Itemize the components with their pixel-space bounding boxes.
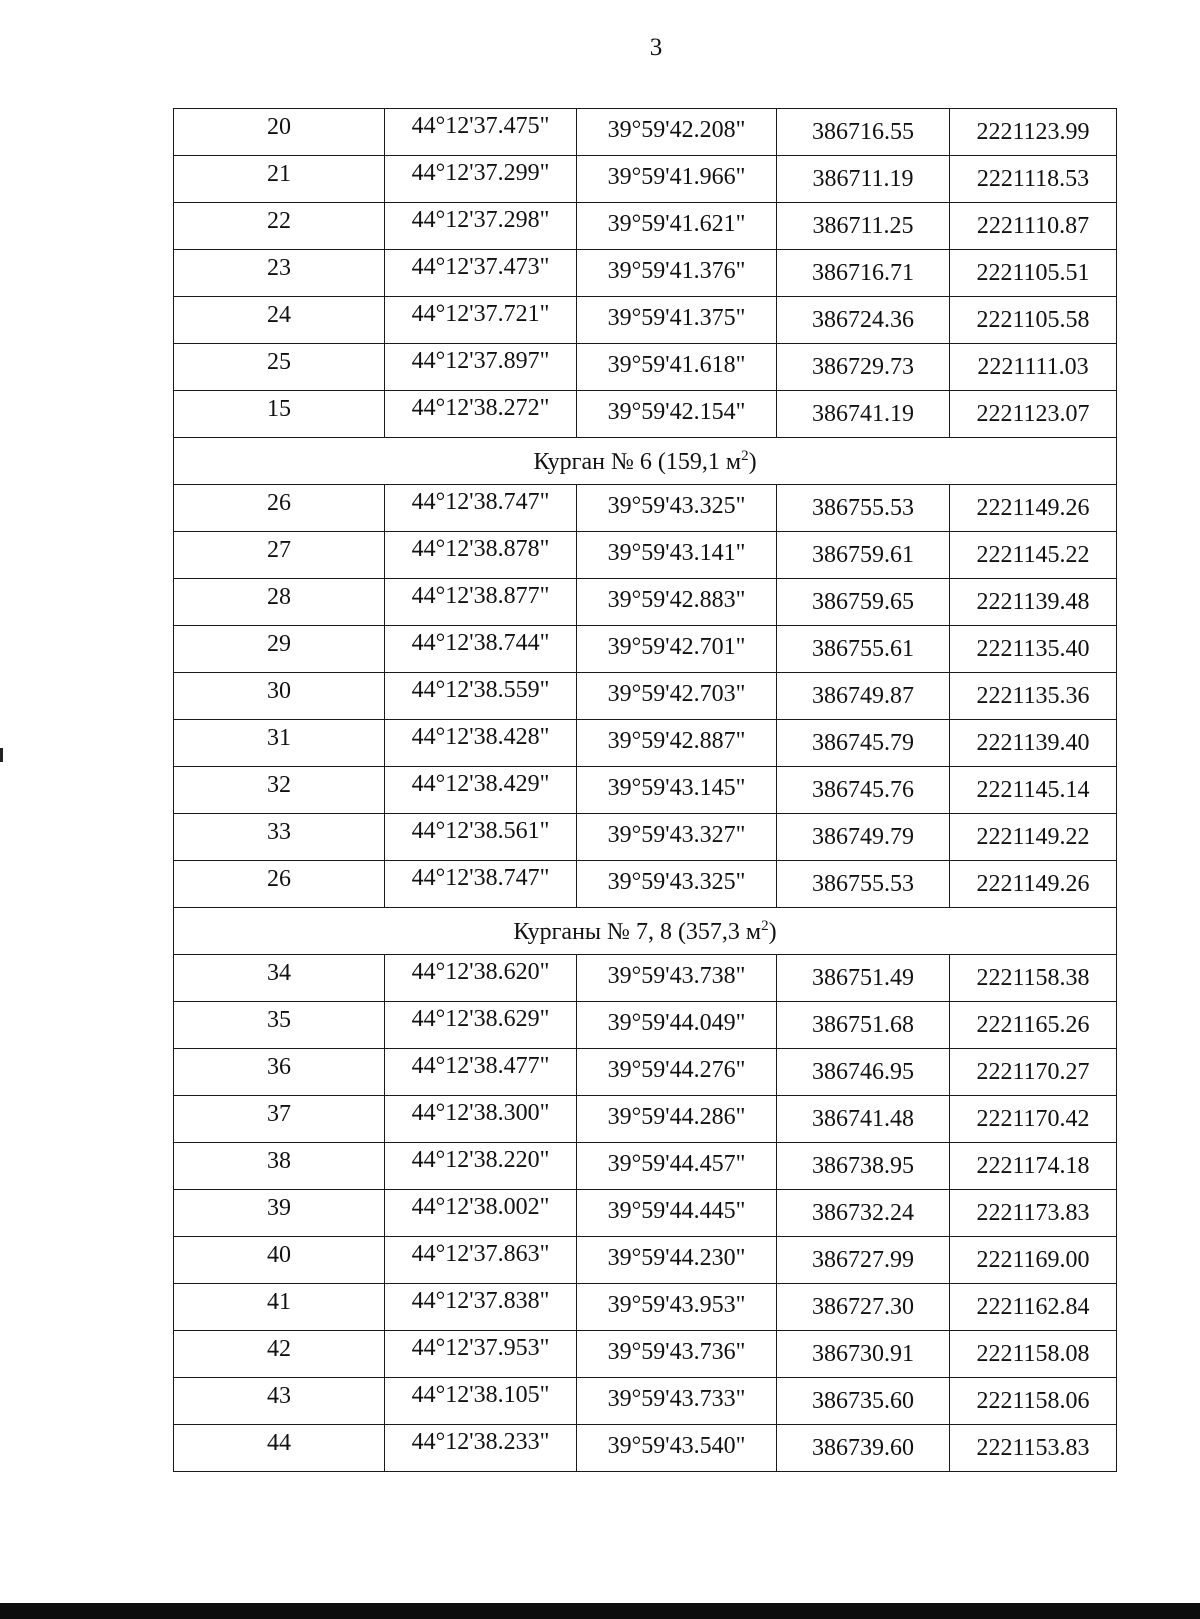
table-row	[174, 955, 1117, 1002]
longitude-cell: 39°59'43.325"	[577, 861, 777, 908]
y-coordinate-cell: 2221135.36	[950, 673, 1117, 720]
y-coordinate-cell: 2221145.22	[950, 532, 1117, 579]
longitude-cell: 39°59'43.953"	[577, 1284, 777, 1331]
point-number-cell: 30	[174, 673, 385, 720]
section-title-close: )	[748, 448, 757, 475]
point-number-cell: 29	[174, 626, 385, 673]
table-row	[174, 1096, 1117, 1143]
x-coordinate-cell: 386724.36	[777, 297, 950, 344]
x-coordinate-cell: 386711.19	[777, 156, 950, 203]
point-number-cell: 23	[174, 250, 385, 297]
y-coordinate-cell: 2221149.26	[950, 861, 1117, 908]
x-coordinate-cell: 386741.19	[777, 391, 950, 438]
y-coordinate-cell: 2221135.40	[950, 626, 1117, 673]
section-title-text: Курганы № 7, 8 (357,3 м	[513, 918, 762, 945]
longitude-cell: 39°59'41.618"	[577, 344, 777, 391]
y-coordinate-cell: 2221149.26	[950, 485, 1117, 532]
longitude-cell: 39°59'43.141"	[577, 532, 777, 579]
y-coordinate-cell: 2221170.42	[950, 1096, 1117, 1143]
table-row	[174, 1425, 1117, 1472]
table-row	[174, 814, 1117, 861]
point-number-cell: 21	[174, 156, 385, 203]
point-number-cell: 32	[174, 767, 385, 814]
section-title	[174, 908, 1117, 955]
y-coordinate-cell: 2221162.84	[950, 1284, 1117, 1331]
x-coordinate-cell: 386716.55	[777, 109, 950, 156]
table-row	[174, 1143, 1117, 1190]
table-row	[174, 344, 1117, 391]
point-number-cell: 42	[174, 1331, 385, 1378]
y-coordinate-cell: 2221158.06	[950, 1378, 1117, 1425]
table-row	[174, 109, 1117, 156]
table-row	[174, 485, 1117, 532]
point-number-cell: 37	[174, 1096, 385, 1143]
section-title-close: )	[768, 918, 777, 945]
latitude-cell: 44°12'37.475"	[385, 109, 577, 156]
point-number-cell: 24	[174, 297, 385, 344]
point-number-cell: 27	[174, 532, 385, 579]
x-coordinate-cell: 386741.48	[777, 1096, 950, 1143]
point-number-cell: 41	[174, 1284, 385, 1331]
table-row	[174, 767, 1117, 814]
y-coordinate-cell: 2221105.51	[950, 250, 1117, 297]
longitude-cell: 39°59'43.738"	[577, 955, 777, 1002]
latitude-cell: 44°12'37.473"	[385, 250, 577, 297]
y-coordinate-cell: 2221158.38	[950, 955, 1117, 1002]
latitude-cell: 44°12'38.561"	[385, 814, 577, 861]
table-row	[174, 203, 1117, 250]
longitude-cell: 39°59'44.286"	[577, 1096, 777, 1143]
x-coordinate-cell: 386749.79	[777, 814, 950, 861]
x-coordinate-cell: 386755.61	[777, 626, 950, 673]
point-number-cell: 26	[174, 485, 385, 532]
table-row	[174, 1331, 1117, 1378]
longitude-cell: 39°59'44.049"	[577, 1002, 777, 1049]
x-coordinate-cell: 386711.25	[777, 203, 950, 250]
y-coordinate-cell: 2221118.53	[950, 156, 1117, 203]
table-row	[174, 720, 1117, 767]
y-coordinate-cell: 2221165.26	[950, 1002, 1117, 1049]
point-number-cell: 40	[174, 1237, 385, 1284]
section-header-row	[174, 908, 1117, 955]
table-row	[174, 1002, 1117, 1049]
point-number-cell: 36	[174, 1049, 385, 1096]
latitude-cell: 44°12'38.744"	[385, 626, 577, 673]
point-number-cell: 15	[174, 391, 385, 438]
longitude-cell: 39°59'43.733"	[577, 1378, 777, 1425]
latitude-cell: 44°12'37.721"	[385, 297, 577, 344]
y-coordinate-cell: 2221158.08	[950, 1331, 1117, 1378]
point-number-cell: 25	[174, 344, 385, 391]
latitude-cell: 44°12'37.953"	[385, 1331, 577, 1378]
longitude-cell: 39°59'41.376"	[577, 250, 777, 297]
longitude-cell: 39°59'44.276"	[577, 1049, 777, 1096]
x-coordinate-cell: 386738.95	[777, 1143, 950, 1190]
x-coordinate-cell: 386755.53	[777, 485, 950, 532]
y-coordinate-cell: 2221123.07	[950, 391, 1117, 438]
point-number-cell: 38	[174, 1143, 385, 1190]
x-coordinate-cell: 386755.53	[777, 861, 950, 908]
x-coordinate-cell: 386729.73	[777, 344, 950, 391]
longitude-cell: 39°59'43.540"	[577, 1425, 777, 1472]
longitude-cell: 39°59'42.154"	[577, 391, 777, 438]
latitude-cell: 44°12'37.298"	[385, 203, 577, 250]
longitude-cell: 39°59'43.327"	[577, 814, 777, 861]
latitude-cell: 44°12'38.629"	[385, 1002, 577, 1049]
x-coordinate-cell: 386749.87	[777, 673, 950, 720]
longitude-cell: 39°59'43.736"	[577, 1331, 777, 1378]
latitude-cell: 44°12'37.897"	[385, 344, 577, 391]
page-number: 3	[649, 34, 663, 61]
latitude-cell: 44°12'38.620"	[385, 955, 577, 1002]
point-number-cell: 33	[174, 814, 385, 861]
longitude-cell: 39°59'41.966"	[577, 156, 777, 203]
latitude-cell: 44°12'38.429"	[385, 767, 577, 814]
latitude-cell: 44°12'37.863"	[385, 1237, 577, 1284]
y-coordinate-cell: 2221123.99	[950, 109, 1117, 156]
y-coordinate-cell: 2221110.87	[950, 203, 1117, 250]
y-coordinate-cell: 2221174.18	[950, 1143, 1117, 1190]
scan-edge-bar	[0, 1603, 1200, 1619]
x-coordinate-cell: 386732.24	[777, 1190, 950, 1237]
x-coordinate-cell: 386746.95	[777, 1049, 950, 1096]
section-title-superscript: 2	[761, 917, 769, 934]
y-coordinate-cell: 2221139.48	[950, 579, 1117, 626]
y-coordinate-cell: 2221170.27	[950, 1049, 1117, 1096]
x-coordinate-cell: 386759.61	[777, 532, 950, 579]
table-row	[174, 861, 1117, 908]
x-coordinate-cell: 386745.79	[777, 720, 950, 767]
latitude-cell: 44°12'38.747"	[385, 861, 577, 908]
section-title	[174, 438, 1117, 485]
x-coordinate-cell: 386727.30	[777, 1284, 950, 1331]
longitude-cell: 39°59'41.375"	[577, 297, 777, 344]
longitude-cell: 39°59'43.145"	[577, 767, 777, 814]
latitude-cell: 44°12'38.105"	[385, 1378, 577, 1425]
table-row	[174, 532, 1117, 579]
y-coordinate-cell: 2221149.22	[950, 814, 1117, 861]
point-number-cell: 31	[174, 720, 385, 767]
longitude-cell: 39°59'42.701"	[577, 626, 777, 673]
section-title-superscript: 2	[741, 447, 749, 464]
y-coordinate-cell: 2221169.00	[950, 1237, 1117, 1284]
table-row	[174, 1190, 1117, 1237]
latitude-cell: 44°12'38.747"	[385, 485, 577, 532]
y-coordinate-cell: 2221173.83	[950, 1190, 1117, 1237]
point-number-cell: 26	[174, 861, 385, 908]
longitude-cell: 39°59'44.457"	[577, 1143, 777, 1190]
table-row	[174, 579, 1117, 626]
x-coordinate-cell: 386759.65	[777, 579, 950, 626]
longitude-cell: 39°59'42.208"	[577, 109, 777, 156]
x-coordinate-cell: 386745.76	[777, 767, 950, 814]
coordinates-table	[173, 108, 1117, 1472]
x-coordinate-cell: 386727.99	[777, 1237, 950, 1284]
table-row	[174, 391, 1117, 438]
latitude-cell: 44°12'38.220"	[385, 1143, 577, 1190]
y-coordinate-cell: 2221145.14	[950, 767, 1117, 814]
latitude-cell: 44°12'38.272"	[385, 391, 577, 438]
x-coordinate-cell: 386739.60	[777, 1425, 950, 1472]
longitude-cell: 39°59'44.230"	[577, 1237, 777, 1284]
point-number-cell: 44	[174, 1425, 385, 1472]
longitude-cell: 39°59'41.621"	[577, 203, 777, 250]
latitude-cell: 44°12'38.559"	[385, 673, 577, 720]
y-coordinate-cell: 2221139.40	[950, 720, 1117, 767]
coordinates-table-body	[174, 109, 1117, 1472]
x-coordinate-cell: 386716.71	[777, 250, 950, 297]
section-header-row	[174, 438, 1117, 485]
longitude-cell: 39°59'42.703"	[577, 673, 777, 720]
point-number-cell: 20	[174, 109, 385, 156]
latitude-cell: 44°12'38.877"	[385, 579, 577, 626]
latitude-cell: 44°12'38.878"	[385, 532, 577, 579]
y-coordinate-cell: 2221105.58	[950, 297, 1117, 344]
latitude-cell: 44°12'38.300"	[385, 1096, 577, 1143]
table-row	[174, 250, 1117, 297]
latitude-cell: 44°12'38.428"	[385, 720, 577, 767]
longitude-cell: 39°59'43.325"	[577, 485, 777, 532]
point-number-cell: 34	[174, 955, 385, 1002]
point-number-cell: 28	[174, 579, 385, 626]
section-title-text: Курган № 6 (159,1 м	[533, 448, 742, 475]
point-number-cell: 35	[174, 1002, 385, 1049]
y-coordinate-cell: 2221153.83	[950, 1425, 1117, 1472]
table-row	[174, 297, 1117, 344]
x-coordinate-cell: 386730.91	[777, 1331, 950, 1378]
point-number-cell: 22	[174, 203, 385, 250]
latitude-cell: 44°12'37.299"	[385, 156, 577, 203]
table-row	[174, 1284, 1117, 1331]
point-number-cell: 43	[174, 1378, 385, 1425]
latitude-cell: 44°12'37.838"	[385, 1284, 577, 1331]
point-number-cell: 39	[174, 1190, 385, 1237]
table-row	[174, 1049, 1117, 1096]
scan-artifact	[0, 748, 3, 762]
y-coordinate-cell: 2221111.03	[950, 344, 1117, 391]
latitude-cell: 44°12'38.233"	[385, 1425, 577, 1472]
table-row	[174, 673, 1117, 720]
longitude-cell: 39°59'44.445"	[577, 1190, 777, 1237]
table-row	[174, 156, 1117, 203]
x-coordinate-cell: 386751.68	[777, 1002, 950, 1049]
table-row	[174, 626, 1117, 673]
longitude-cell: 39°59'42.887"	[577, 720, 777, 767]
latitude-cell: 44°12'38.477"	[385, 1049, 577, 1096]
x-coordinate-cell: 386751.49	[777, 955, 950, 1002]
longitude-cell: 39°59'42.883"	[577, 579, 777, 626]
table-row	[174, 1237, 1117, 1284]
latitude-cell: 44°12'38.002"	[385, 1190, 577, 1237]
table-row	[174, 1378, 1117, 1425]
x-coordinate-cell: 386735.60	[777, 1378, 950, 1425]
